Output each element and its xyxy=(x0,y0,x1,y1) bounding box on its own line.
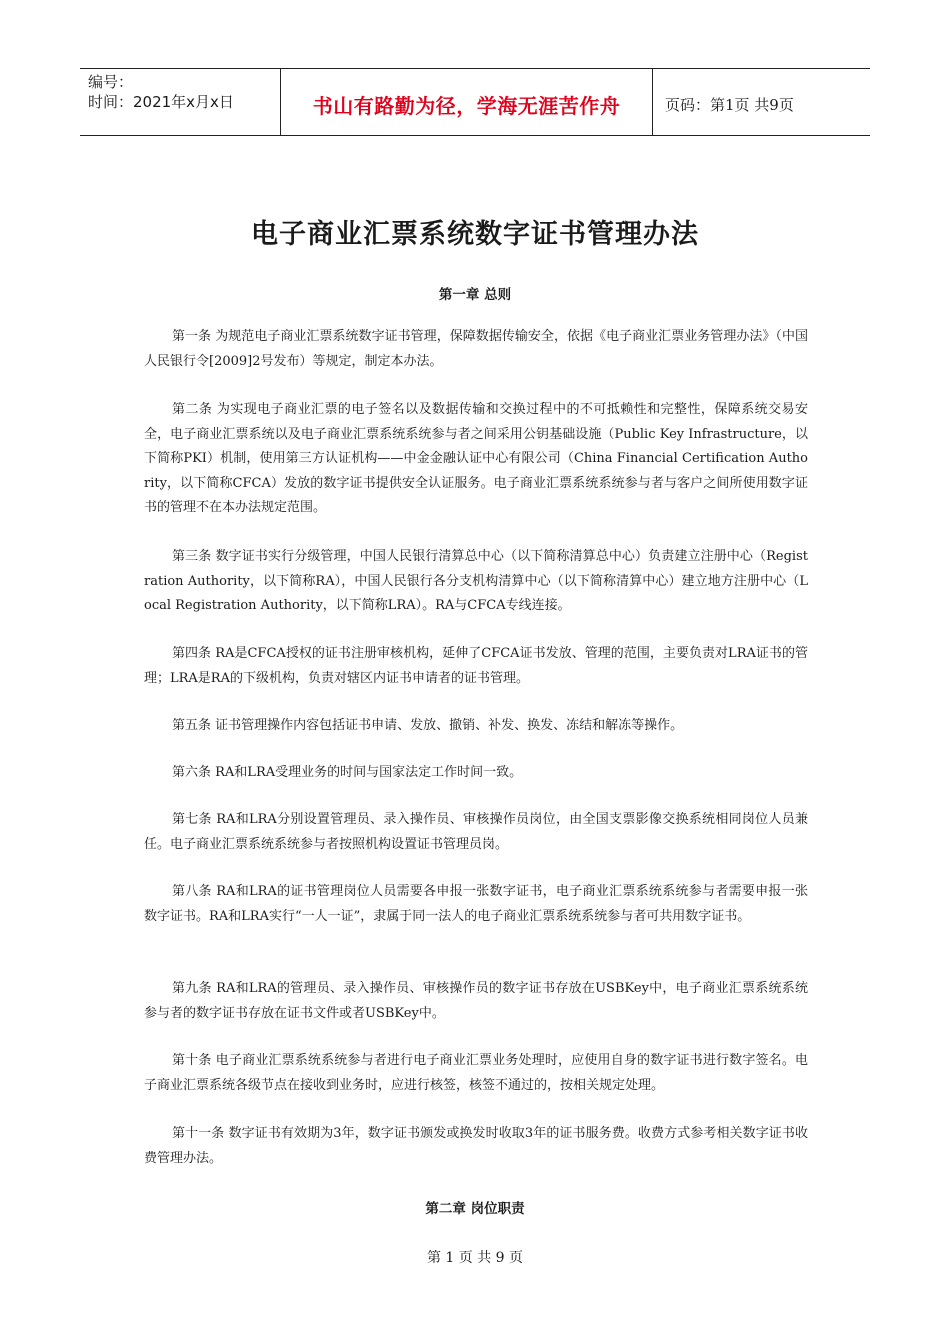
document-header xyxy=(80,68,870,136)
chapter-heading-2: 第二章 岗位职责 xyxy=(425,1201,525,1217)
chapter-heading: 第一章 总则 xyxy=(438,287,512,303)
document-number-label: 编号： xyxy=(88,73,134,91)
document-time: 时间：2021年x月x日 xyxy=(88,93,234,111)
article-2: 第二条 为实现电子商业汇票的电子签名以及数据传输和交换过程中的不可抵赖性和完整性，保障系统交易安全，电子商业汇票系统以及电子商业汇票系统系统参与者之间采用公钥基础设施（Public Key Infrastructure，以下简称PKI）机制，使用第三方认证机构——中金金融认证中心有限公司（China Financial Certification Authority，以下简称CFCA）发放的数字证书提供安全认证服务。电子商业汇票系统系统参与者与客户之间所使用数字证书的管理不在本办法规定范围。 xyxy=(144,402,808,515)
article-9: 第九条 RA和LRA的管理员、录入操作员、审核操作员的数字证书存放在USBKey中，电子商业汇票系统系统参与者的数字证书存放在证书文件或者USBKey中。 xyxy=(144,981,808,1021)
article-3: 第三条 数字证书实行分级管理，中国人民银行清算总中心（以下简称清算总中心）负责建立注册中心（Registration Authority，以下简称RA），中国人民银行各分支机构清算中心（以下简称清算中心）建立地方注册中心（Local Registration Authority，以下简称LRA）。RA与CFCA专线连接。 xyxy=(144,549,808,613)
motto-text: 书山有路勤为径，学海无涯苦作舟 xyxy=(312,93,621,118)
article-5: 第五条 证书管理操作内容包括证书申请、发放、撤销、补发、换发、冻结和解冻等操作。 xyxy=(172,718,684,733)
article-4: 第四条 RA是CFCA授权的证书注册审核机构，延伸了CFCA证书发放、管理的范围，主要负责对LRA证书的管理；LRA是RA的下级机构，负责对辖区内证书申请者的证书管理。 xyxy=(144,646,808,686)
article-7: 第七条 RA和LRA分别设置管理员、录入操作员、审核操作员岗位，由全国支票影像交换系统相同岗位人员兼任。电子商业汇票系统系统参与者按照机构设置证书管理员岗。 xyxy=(144,812,808,852)
footer-page-number: 第 1 页 共 9 页 xyxy=(426,1250,524,1266)
article-10: 第十条 电子商业汇票系统系统参与者进行电子商业汇票业务处理时，应使用自身的数字证书进行数字签名。电子商业汇票系统各级节点在接收到业务时，应进行核签，核签不通过的，按相关规定处理。 xyxy=(144,1053,808,1093)
article-1: 第一条 为规范电子商业汇票系统数字证书管理，保障数据传输安全，依据《电子商业汇票业务管理办法》（中国人民银行令[2009]2号发布）等规定，制定本办法。 xyxy=(144,329,808,369)
page-code: 页码：第1页 共9页 xyxy=(665,95,794,114)
header-page-cell xyxy=(653,69,870,135)
document-title: 电子商业汇票系统数字证书管理办法 xyxy=(251,219,699,250)
article-11: 第十一条 数字证书有效期为3年，数字证书颁发或换发时收取3年的证书服务费。收费方式参考相关数字证书收费管理办法。 xyxy=(144,1126,808,1166)
article-8: 第八条 RA和LRA的证书管理岗位人员需要各申报一张数字证书，电子商业汇票系统系统参与者需要申报一张数字证书。RA和LRA实行“一人一证”，隶属于同一法人的电子商业汇票系统系统参与者可共用数字证书。 xyxy=(144,884,808,924)
header-meta-cell xyxy=(80,69,281,135)
header-motto-cell xyxy=(281,69,653,135)
article-6: 第六条 RA和LRA受理业务的时间与国家法定工作时间一致。 xyxy=(172,765,523,780)
